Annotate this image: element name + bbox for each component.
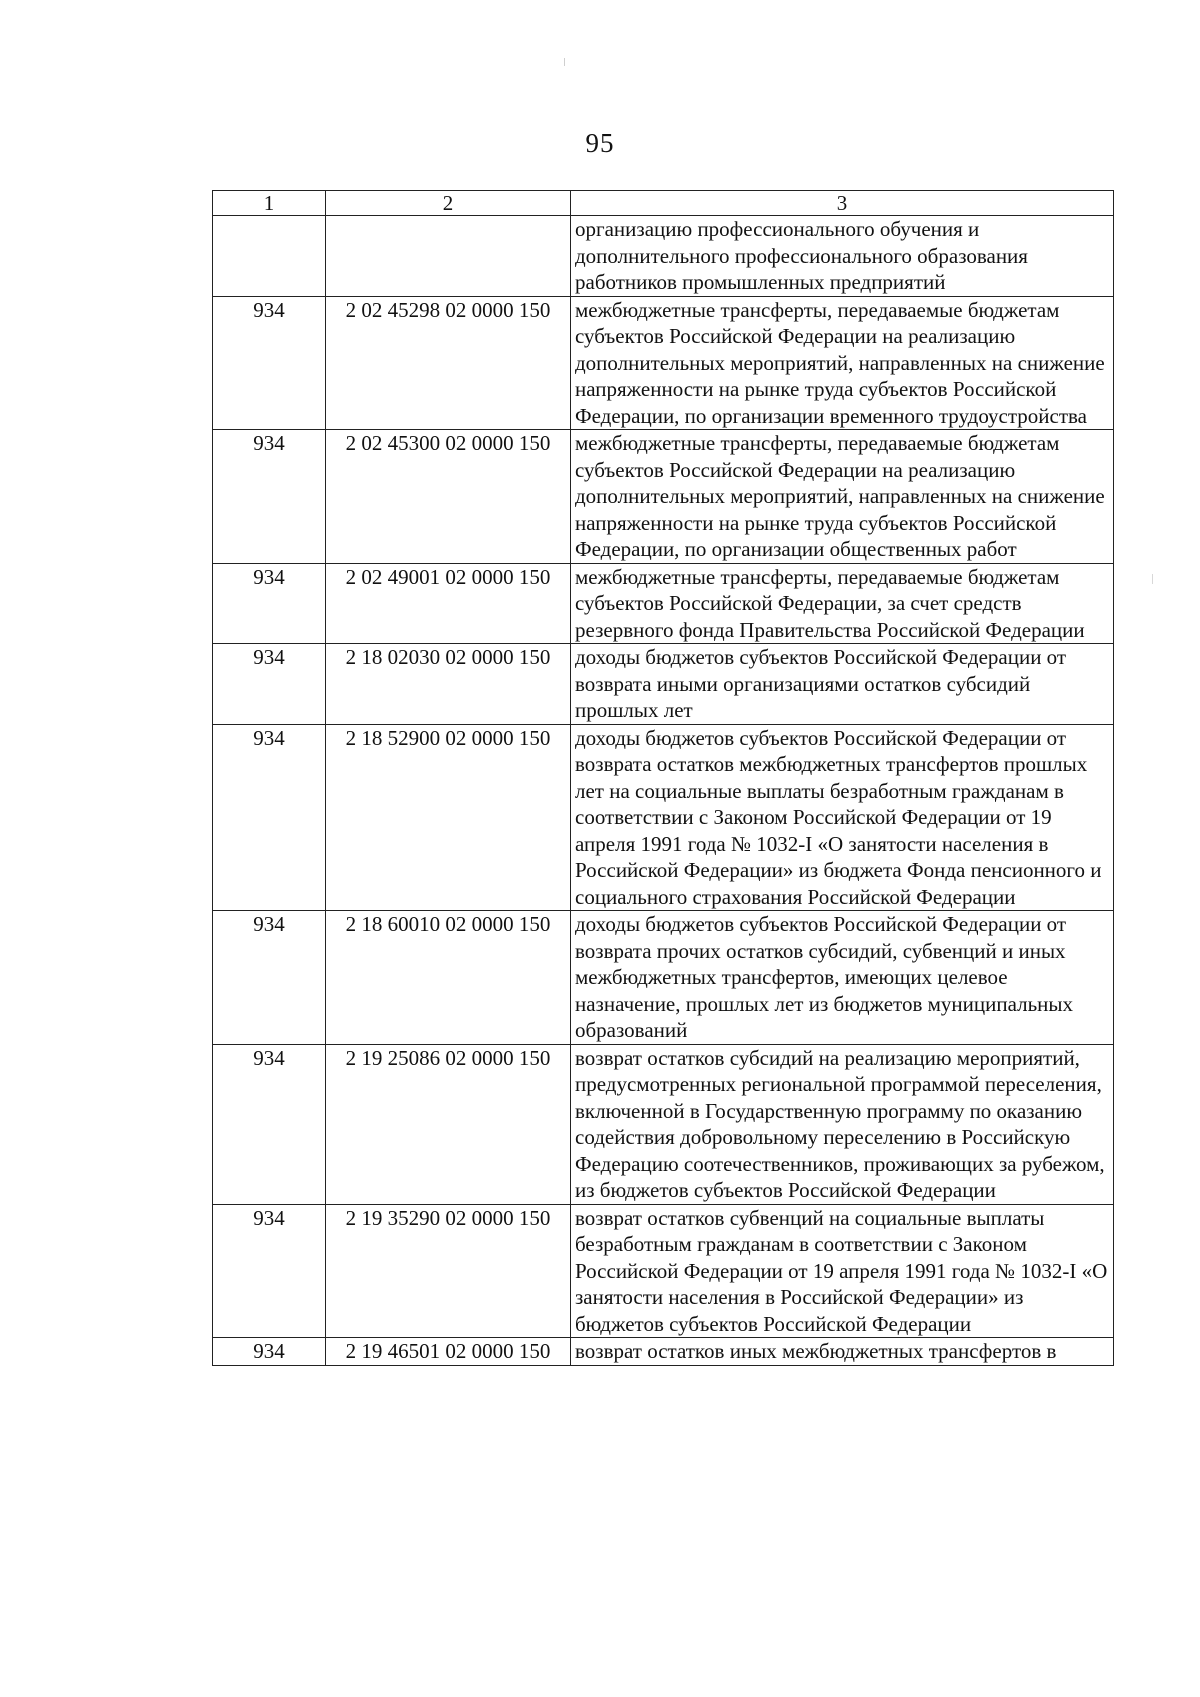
description-cell: доходы бюджетов субъектов Российской Федерации от возврата остатков межбюджетных трансфертов прошлых лет на социальные выплаты безработным гражданам в соответствии с Законом Российской Федерации от 19 апреля 1991 года № 1032-I «О занятости населения в Российской Федерации» из бюджета Фонда пенсионного и социального страхования Российской Федерации [571, 724, 1114, 911]
admin-code-cell: 934 [213, 430, 326, 564]
description-cell: возврат остатков субсидий на реализацию мероприятий, предусмотренных региональной программой переселения, включенной в Государственную программу по оказанию содействия добровольному переселению в Российскую Федерацию соотечественников, проживающих за рубежом, из бюджетов субъектов Российской Федерации [571, 1044, 1114, 1204]
admin-code-cell: 934 [213, 911, 326, 1045]
budget-code-cell: 2 02 49001 02 0000 150 [326, 563, 571, 644]
table-row [213, 911, 1114, 1045]
scan-artifact-right [1152, 574, 1153, 584]
budget-code-cell: 2 02 45298 02 0000 150 [326, 296, 571, 430]
description-cell: межбюджетные трансферты, передаваемые бюджетам субъектов Российской Федерации на реализацию дополнительных мероприятий, направленных на снижение напряженности на рынке труда субъектов Российской Федерации, по организации общественных работ [571, 430, 1114, 564]
column-header-2: 2 [326, 191, 571, 216]
description-cell: возврат остатков субвенций на социальные выплаты безработным гражданам в соответствии с Законом Российской Федерации от 19 апреля 1991 года № 1032-I «О занятости населения в Российской Федерации» из бюджетов субъектов Российской Федерации [571, 1204, 1114, 1338]
admin-code-cell [213, 216, 326, 297]
admin-code-cell: 934 [213, 1338, 326, 1366]
budget-code-cell: 2 02 45300 02 0000 150 [326, 430, 571, 564]
table-row [213, 296, 1114, 430]
budget-code-cell: 2 19 25086 02 0000 150 [326, 1044, 571, 1204]
table-row [213, 644, 1114, 725]
admin-code-cell: 934 [213, 724, 326, 911]
table-row [213, 216, 1114, 297]
table-row [213, 1338, 1114, 1366]
scan-artifact-top [564, 58, 565, 66]
budget-code-cell: 2 18 02030 02 0000 150 [326, 644, 571, 725]
budget-code-cell [326, 216, 571, 297]
table-row [213, 1044, 1114, 1204]
budget-code-cell: 2 18 52900 02 0000 150 [326, 724, 571, 911]
column-header-3: 3 [571, 191, 1114, 216]
admin-code-cell: 934 [213, 1204, 326, 1338]
description-cell: межбюджетные трансферты, передаваемые бюджетам субъектов Российской Федерации, за счет средств резервного фонда Правительства Российской Федерации [571, 563, 1114, 644]
admin-code-cell: 934 [213, 563, 326, 644]
page-number: 95 [585, 128, 615, 158]
table-header [213, 191, 1114, 216]
admin-code-cell: 934 [213, 1044, 326, 1204]
admin-code-cell: 934 [213, 296, 326, 430]
description-cell: возврат остатков иных межбюджетных трансфертов в [571, 1338, 1114, 1366]
table-row [213, 430, 1114, 564]
description-cell: организацию профессионального обучения и дополнительного профессионального образования работников промышленных предприятий [571, 216, 1114, 297]
budget-code-cell: 2 18 60010 02 0000 150 [326, 911, 571, 1045]
table-row [213, 563, 1114, 644]
table-body [213, 216, 1114, 1366]
description-cell: межбюджетные трансферты, передаваемые бюджетам субъектов Российской Федерации на реализацию дополнительных мероприятий, направленных на снижение напряженности на рынке труда субъектов Российской Федерации, по организации временного трудоустройства [571, 296, 1114, 430]
table-row [213, 1204, 1114, 1338]
description-cell: доходы бюджетов субъектов Российской Федерации от возврата иными организациями остатков субсидий прошлых лет [571, 644, 1114, 725]
table-row [213, 724, 1114, 911]
budget-codes-table [212, 190, 1114, 1366]
column-header-1: 1 [213, 191, 326, 216]
admin-code-cell: 934 [213, 644, 326, 725]
budget-code-cell: 2 19 46501 02 0000 150 [326, 1338, 571, 1366]
header-row [213, 191, 1114, 216]
description-cell: доходы бюджетов субъектов Российской Федерации от возврата прочих остатков субсидий, субвенций и иных межбюджетных трансфертов, имеющих целевое назначение, прошлых лет из бюджетов муниципальных образований [571, 911, 1114, 1045]
budget-code-cell: 2 19 35290 02 0000 150 [326, 1204, 571, 1338]
